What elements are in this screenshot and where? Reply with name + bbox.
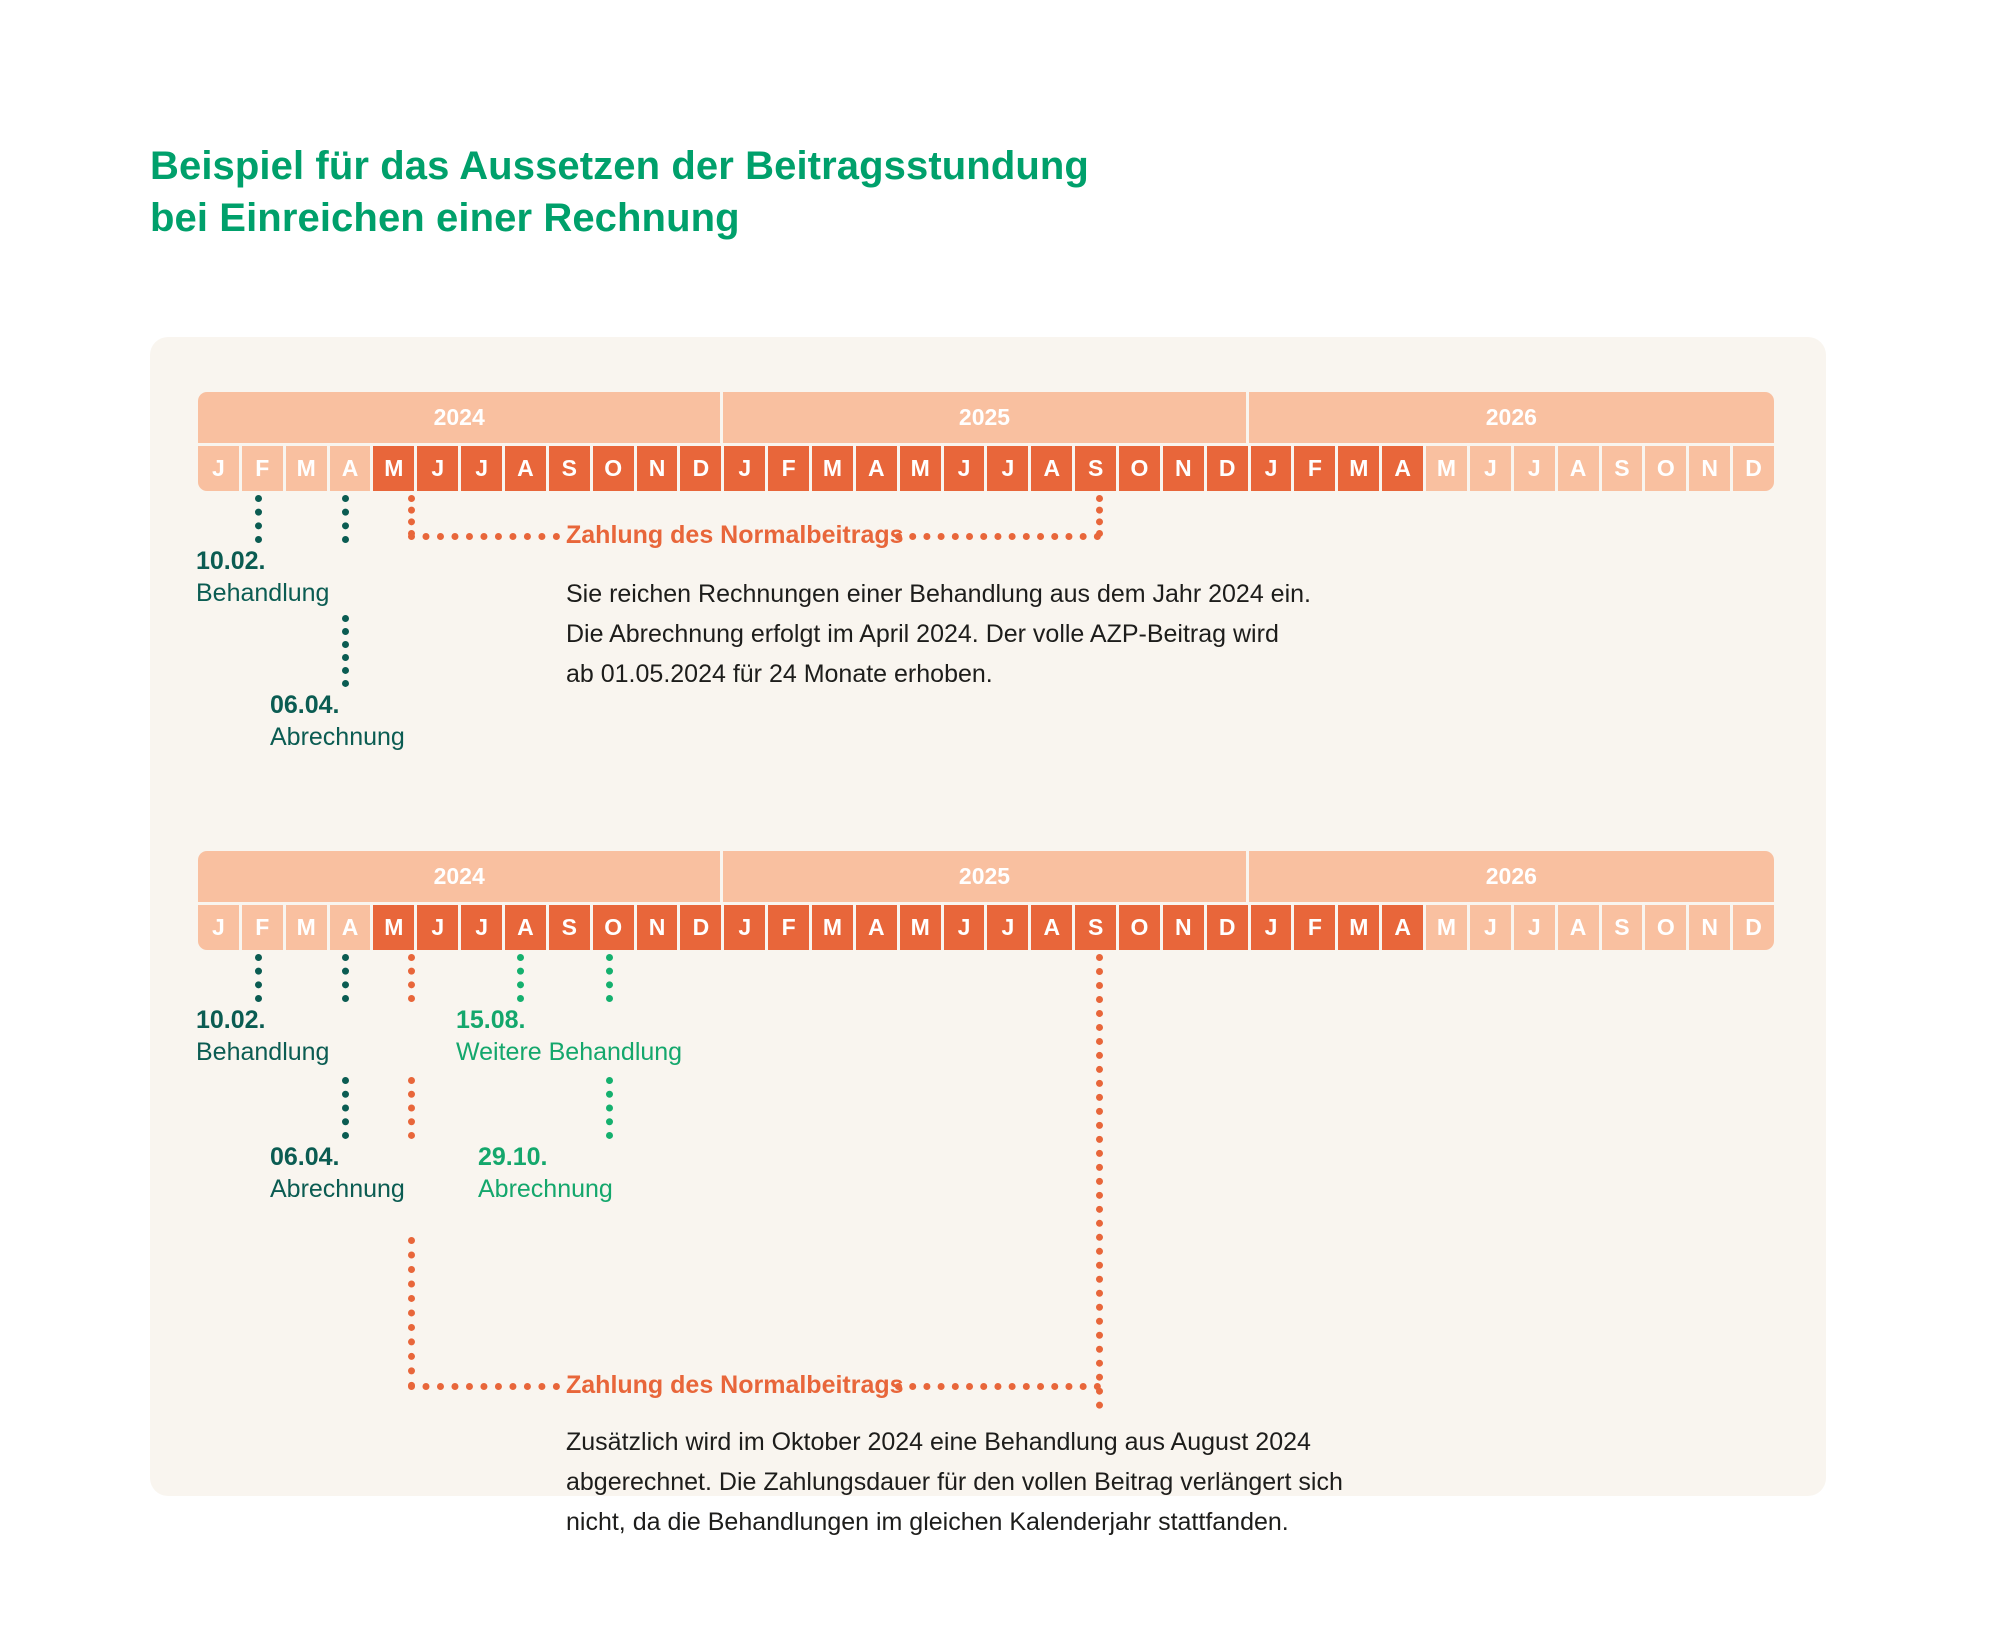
month-cell-2025-8: A — [1031, 446, 1075, 491]
timeline-2-event-29-10-date: 29.10. — [478, 1143, 548, 1171]
timeline-2-event-29-10 — [478, 1141, 613, 1205]
timeline-2-event-15-08 — [456, 1004, 682, 1068]
timeline-2-event-15-08-date: 15.08. — [456, 1006, 526, 1034]
timeline-2-connector-06-04-lower — [342, 1077, 356, 1139]
timeline-2-event-10-02-label: Behandlung — [196, 1038, 330, 1066]
month-cell-2026-1: J — [1251, 446, 1295, 491]
timeline-1-bracket-line-left — [408, 533, 560, 547]
timeline-2-year-2025: 2025 — [723, 851, 1248, 902]
month-cell-2026-2: F — [1294, 905, 1338, 950]
month-cell-2024-1: J — [198, 446, 242, 491]
timeline-2-year-2024: 2024 — [198, 851, 723, 902]
timeline-1-bracket-line-right — [895, 533, 1101, 547]
timeline-2-year-row — [198, 851, 1774, 902]
timeline-2-bracket-label: Zahlung des Normalbeitrags — [566, 1371, 904, 1399]
month-cell-2025-3: M — [812, 905, 856, 950]
month-cell-2024-9: S — [549, 446, 593, 491]
timeline-2-event-15-08-label: Weitere Behandlung — [456, 1038, 683, 1066]
month-cell-2026-1: J — [1251, 905, 1295, 950]
page-title-line-1: Beispiel für das Aussetzen der Beitragsstundung — [150, 144, 1089, 188]
month-cell-2026-10: O — [1645, 905, 1689, 950]
timeline-2-description — [566, 1422, 1366, 1542]
month-cell-2026-9: S — [1602, 446, 1646, 491]
month-cell-2026-12: D — [1733, 446, 1774, 491]
month-cell-2025-12: D — [1207, 905, 1251, 950]
timeline-2-event-06-04-date: 06.04. — [270, 1143, 340, 1171]
month-cell-2026-4: A — [1382, 905, 1426, 950]
month-cell-2025-4: A — [856, 905, 900, 950]
timeline-1-connector-06-04-lower — [342, 615, 356, 687]
month-cell-2025-12: D — [1207, 446, 1251, 491]
month-cell-2024-8: A — [505, 905, 549, 950]
timeline-2-event-10-02-date: 10.02. — [196, 1006, 266, 1034]
timeline-1-event-06-04-label: Abrechnung — [270, 723, 405, 751]
month-cell-2025-9: S — [1075, 446, 1119, 491]
month-cell-2025-6: J — [944, 905, 988, 950]
month-cell-2026-8: A — [1558, 905, 1602, 950]
timeline-1-description-line-3: ab 01.05.2024 für 24 Monate erhoben. — [566, 660, 993, 688]
timeline-2-event-06-04-label: Abrechnung — [270, 1175, 405, 1203]
timeline-2-year-2026: 2026 — [1249, 851, 1774, 902]
timeline-1-connector-10-02 — [255, 495, 269, 543]
month-cell-2026-6: J — [1470, 905, 1514, 950]
month-cell-2024-8: A — [505, 446, 549, 491]
page-title — [150, 140, 1350, 244]
timeline-1-event-10-02-label: Behandlung — [196, 579, 330, 607]
month-cell-2026-11: N — [1689, 446, 1733, 491]
month-cell-2024-2: F — [242, 446, 286, 491]
timeline-1 — [198, 392, 1774, 491]
timeline-1-bracket-left-riser — [408, 495, 422, 537]
month-cell-2024-12: D — [680, 905, 724, 950]
timeline-1-event-10-02-date: 10.02. — [196, 547, 266, 575]
timeline-1-year-2026: 2026 — [1249, 392, 1774, 443]
timeline-2-event-06-04 — [270, 1141, 405, 1205]
timeline-2-description-line-2: abgerechnet. Die Zahlungsdauer für den vollen Beitrag verlängert sich — [566, 1468, 1343, 1496]
month-cell-2026-7: J — [1514, 446, 1558, 491]
timeline-2-event-29-10-label: Abrechnung — [478, 1175, 613, 1203]
month-cell-2025-1: J — [724, 446, 768, 491]
timeline-2-description-line-3: nicht, da die Behandlungen im gleichen Kalenderjahr stattfanden. — [566, 1508, 1289, 1536]
timeline-2-connector-15-08 — [517, 954, 531, 1002]
timeline-2-description-line-1: Zusätzlich wird im Oktober 2024 eine Behandlung aus August 2024 — [566, 1428, 1311, 1456]
month-cell-2025-1: J — [724, 905, 768, 950]
month-cell-2024-7: J — [461, 905, 505, 950]
timeline-1-connector-06-04-upper — [342, 495, 356, 543]
timeline-2-month-row — [198, 905, 1774, 950]
timeline-2-bracket-line-left — [408, 1383, 560, 1397]
month-cell-2024-3: M — [286, 446, 330, 491]
infographic-card — [150, 337, 1826, 1536]
month-cell-2024-6: J — [417, 446, 461, 491]
month-cell-2025-7: J — [987, 446, 1031, 491]
month-cell-2024-12: D — [680, 446, 724, 491]
month-cell-2024-11: N — [637, 905, 681, 950]
month-cell-2026-3: M — [1338, 905, 1382, 950]
timeline-2-event-10-02 — [196, 1004, 329, 1068]
month-cell-2024-9: S — [549, 905, 593, 950]
month-cell-2026-6: J — [1470, 446, 1514, 491]
month-cell-2024-6: J — [417, 905, 461, 950]
month-cell-2025-11: N — [1163, 905, 1207, 950]
month-cell-2024-7: J — [461, 446, 505, 491]
month-cell-2025-8: A — [1031, 905, 1075, 950]
month-cell-2024-5: M — [373, 905, 417, 950]
month-cell-2024-10: O — [593, 905, 637, 950]
timeline-2-bracket-right-riser — [1096, 954, 1110, 1409]
timeline-1-month-row — [198, 446, 1774, 491]
month-cell-2026-3: M — [1338, 446, 1382, 491]
month-cell-2026-9: S — [1602, 905, 1646, 950]
timeline-2-connector-29-10-lower — [606, 1077, 620, 1139]
timeline-1-description-line-2: Die Abrechnung erfolgt im April 2024. Der volle AZP-Beitrag wird — [566, 620, 1279, 648]
month-cell-2026-4: A — [1382, 446, 1426, 491]
month-cell-2025-10: O — [1119, 905, 1163, 950]
month-cell-2025-6: J — [944, 446, 988, 491]
timeline-1-year-row — [198, 392, 1774, 443]
month-cell-2025-3: M — [812, 446, 856, 491]
month-cell-2024-2: F — [242, 905, 286, 950]
month-cell-2025-11: N — [1163, 446, 1207, 491]
month-cell-2026-11: N — [1689, 905, 1733, 950]
month-cell-2024-3: M — [286, 905, 330, 950]
month-cell-2025-2: F — [768, 905, 812, 950]
page-title-line-2: bei Einreichen einer Rechnung — [150, 196, 740, 240]
month-cell-2025-9: S — [1075, 905, 1119, 950]
timeline-2-bracket-line-right — [895, 1383, 1101, 1397]
timeline-2-connector-06-04-upper — [342, 954, 356, 1002]
month-cell-2025-5: M — [900, 905, 944, 950]
month-cell-2024-4: A — [330, 905, 374, 950]
timeline-1-bracket-right-riser — [1096, 495, 1110, 537]
timeline-2-connector-29-10-upper — [606, 954, 620, 1002]
timeline-2-bracket-left-riser-upper — [408, 954, 422, 1002]
month-cell-2024-5: M — [373, 446, 417, 491]
month-cell-2026-2: F — [1294, 446, 1338, 491]
timeline-1-year-2024: 2024 — [198, 392, 723, 443]
month-cell-2024-11: N — [637, 446, 681, 491]
month-cell-2026-5: M — [1426, 905, 1470, 950]
month-cell-2026-10: O — [1645, 446, 1689, 491]
timeline-1-event-06-04 — [270, 689, 405, 753]
month-cell-2026-7: J — [1514, 905, 1558, 950]
timeline-2-connector-10-02 — [255, 954, 269, 1002]
month-cell-2024-4: A — [330, 446, 374, 491]
month-cell-2025-5: M — [900, 446, 944, 491]
timeline-1-event-06-04-date: 06.04. — [270, 691, 340, 719]
month-cell-2025-10: O — [1119, 446, 1163, 491]
month-cell-2024-1: J — [198, 905, 242, 950]
timeline-1-event-10-02 — [196, 545, 329, 609]
timeline-1-description — [566, 574, 1366, 694]
timeline-2 — [198, 851, 1774, 950]
month-cell-2026-12: D — [1733, 905, 1774, 950]
timeline-2-bracket-left-riser-mid — [408, 1077, 422, 1139]
timeline-1-description-line-1: Sie reichen Rechnungen einer Behandlung aus dem Jahr 2024 ein. — [566, 580, 1311, 608]
month-cell-2026-5: M — [1426, 446, 1470, 491]
month-cell-2026-8: A — [1558, 446, 1602, 491]
timeline-1-bracket-label: Zahlung des Normalbeitrags — [566, 521, 904, 549]
timeline-1-year-2025: 2025 — [723, 392, 1248, 443]
month-cell-2024-10: O — [593, 446, 637, 491]
month-cell-2025-2: F — [768, 446, 812, 491]
timeline-2-bracket-left-riser-lower — [408, 1237, 422, 1389]
month-cell-2025-7: J — [987, 905, 1031, 950]
month-cell-2025-4: A — [856, 446, 900, 491]
